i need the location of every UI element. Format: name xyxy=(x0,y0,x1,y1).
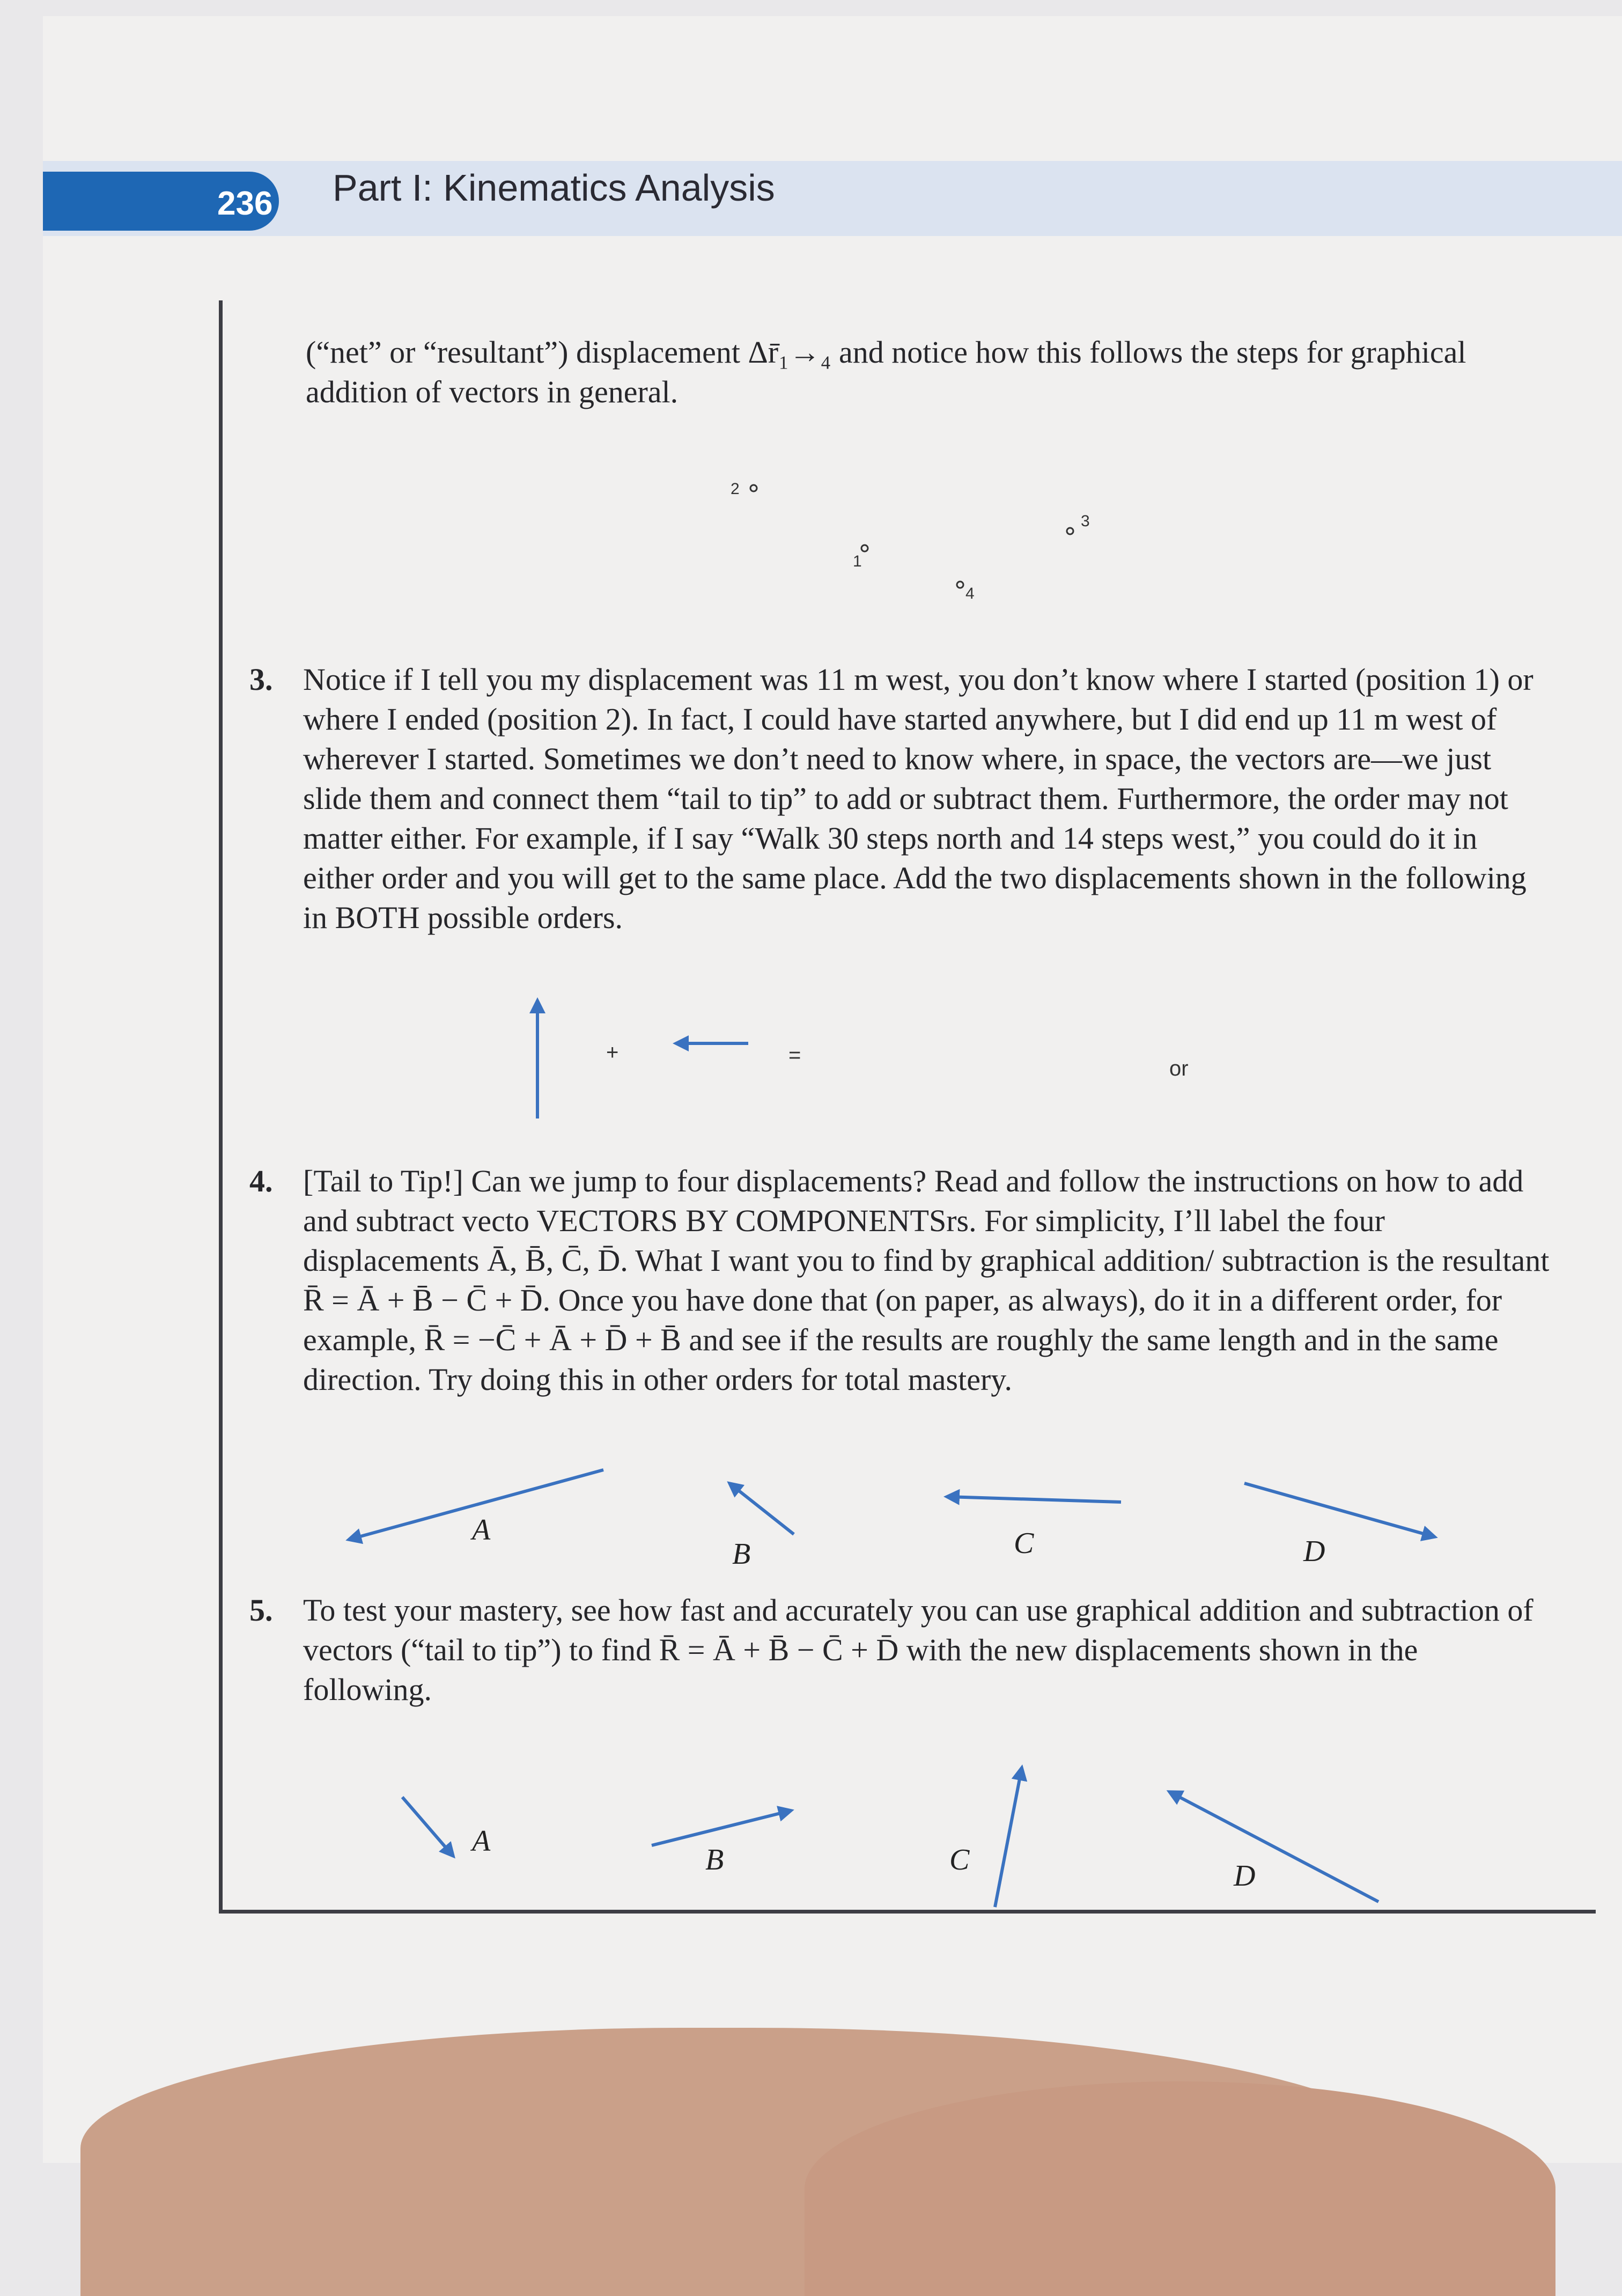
item-5-label-d: D⃗ xyxy=(1234,1859,1279,1893)
item-4-label-b: B⃗ xyxy=(732,1537,774,1571)
item-3-text: Notice if I tell you my displacement was 11 m west, you don’t know where I started (position 1) or where I ended (position 2). In fact, I could have started anywhere, but I did end up 11 m west of wherever I started. Sometimes we don’t need to know where, in space, the vectors are—we just slide them and connect them “tail to tip” to add or subtract them. Furthermore, the order may not matter either. For example, if I say “Walk 30 steps north and 14 steps west,” you could do it in either order and you will get to the same place. Add the two displacements shown in the following in BOTH possible orders. xyxy=(303,662,1533,935)
item-5-label-a: A⃗ xyxy=(472,1824,514,1858)
item-5-label-c: C⃗ xyxy=(949,1843,993,1876)
item-4-vector-c xyxy=(947,1497,1121,1502)
item-4-number: 4. xyxy=(249,1164,273,1198)
intro-text: (“net” or “resultant”) displacement Δr̄₁→₄ and notice how this follows the steps for graphical addition of vectors in general. xyxy=(306,335,1466,409)
item-5-label-b: B⃗ xyxy=(705,1843,747,1876)
item-5-text: To test your mastery, see how fast and accurately you can use graphical addition and subtraction of vectors (“tail to tip”) to find R̄ = Ā + B̄ − C̄ + D̄ with the new displacements shown in the following. xyxy=(303,1593,1533,1707)
item-5-vector-d xyxy=(1169,1792,1378,1902)
item-4-label-c: C⃗ xyxy=(1014,1527,1057,1560)
item-5-vector-c xyxy=(995,1768,1022,1907)
item-4-vector-a xyxy=(349,1470,603,1540)
position-4-dot xyxy=(957,582,963,588)
item-5-vector-b xyxy=(652,1811,791,1845)
plus-sign: + xyxy=(606,1041,619,1064)
position-3-label: 3 xyxy=(1081,512,1090,530)
chapter-title: Part I: Kinematics Analysis xyxy=(333,167,775,209)
position-4-label: 4 xyxy=(965,585,975,602)
position-1-dot xyxy=(861,545,868,551)
item-4-label-d: D⃗ xyxy=(1303,1535,1348,1568)
position-3-dot xyxy=(1067,528,1073,534)
item-4-vector-b xyxy=(729,1483,794,1534)
or-label: or xyxy=(1169,1057,1189,1080)
hand-fingers xyxy=(805,2081,1555,2296)
position-2-dot xyxy=(750,485,757,491)
item-4-text: [Tail to Tip!] Can we jump to four displacements? Read and follow the instructions on how to add and subtract vecto VECTORS BY COMPONENTSrs. For simplicity, I’ll label the four displacements Ā, B̄, C̄, D̄. What I want you to find by graphical addition/ subtraction is the resultant R̄ = Ā + B̄ − C̄ + D̄. Once you have done that (on paper, as always), do it in a different order, for example, R̄ = −C̄ + Ā + D̄ + B̄ and see if the results are roughly the same length and in the same direction. Try doing this in other orders for total mastery. xyxy=(303,1164,1550,1397)
item-4-label-a: A⃗ xyxy=(472,1513,514,1547)
item-3-number: 3. xyxy=(249,662,273,697)
page-number: 236 xyxy=(217,185,273,222)
item-5-vector-a xyxy=(402,1797,453,1856)
equals-sign: = xyxy=(788,1043,801,1067)
item-4-vector-d xyxy=(1244,1483,1435,1537)
position-1-label: 1 xyxy=(853,553,862,570)
item-5-number: 5. xyxy=(249,1593,273,1628)
position-2-label: 2 xyxy=(731,480,740,498)
